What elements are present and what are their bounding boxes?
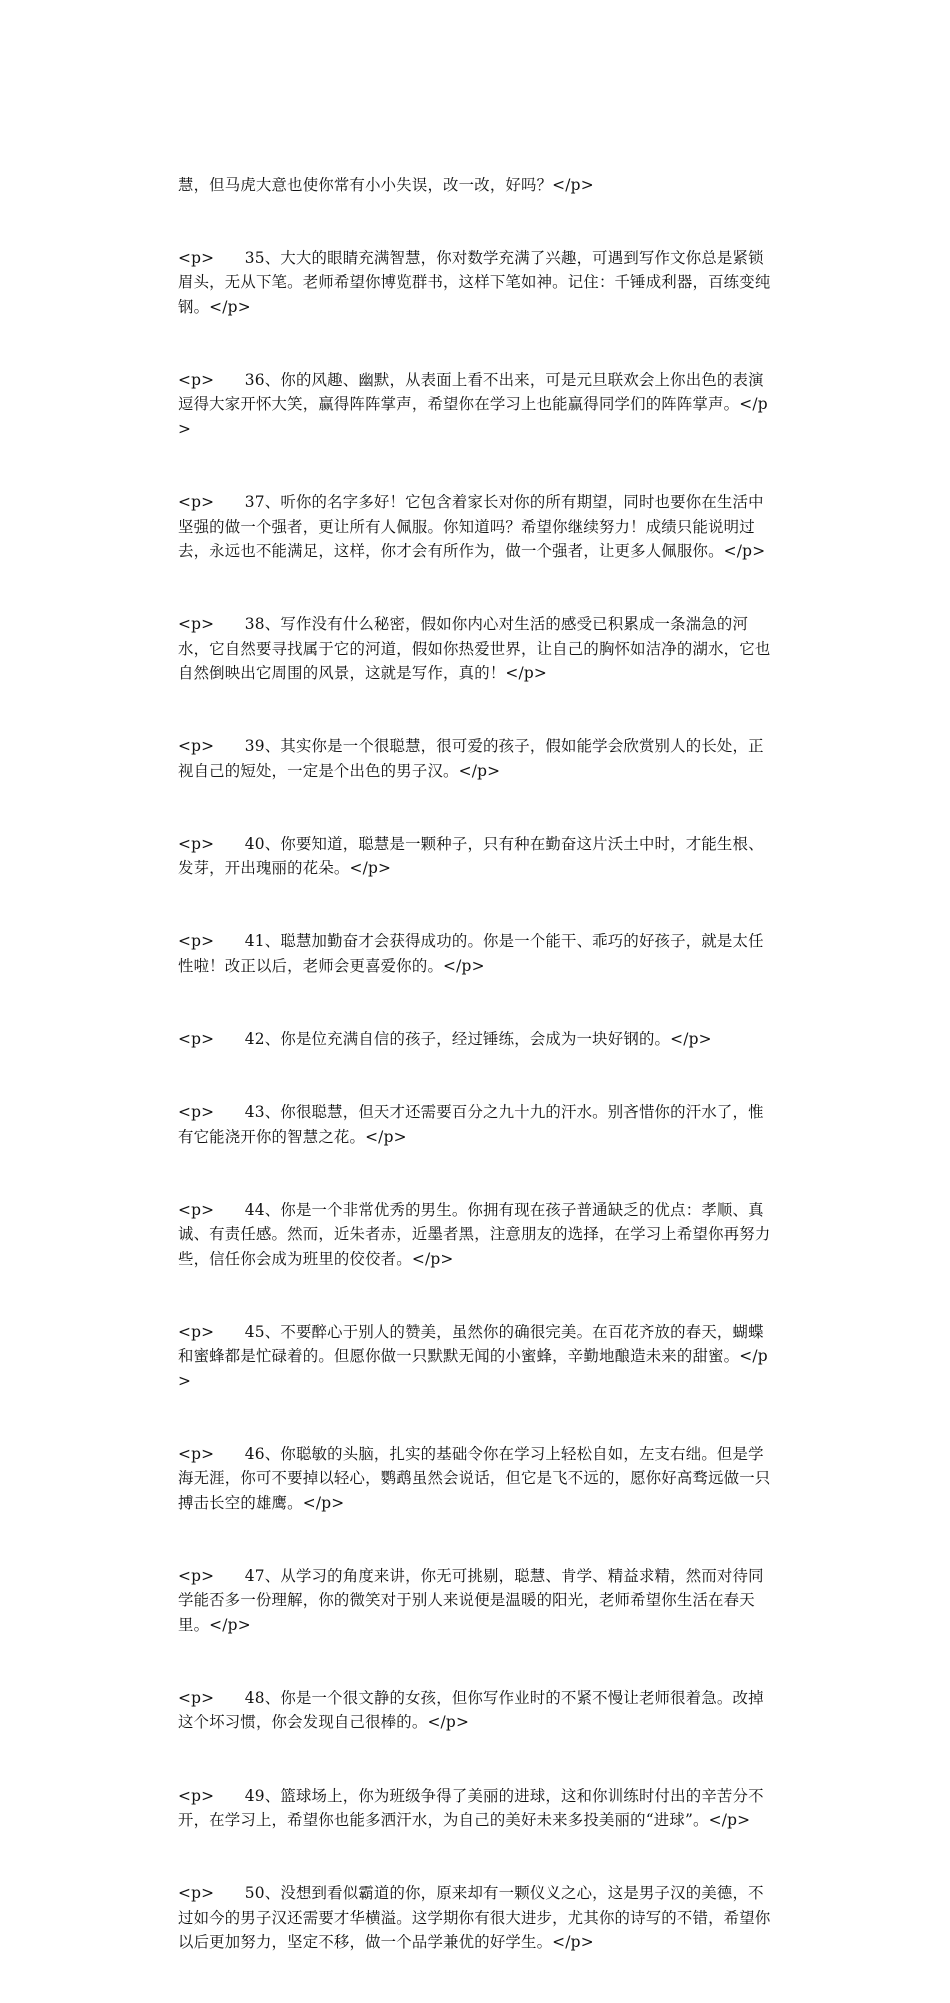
paragraph-35: <p> 35、大大的眼睛充满智慧，你对数学充满了兴趣，可遇到写作文你总是紧锁眉头，无从下笔。老师希望你博览群书，这样下笔如神。记住：千锤成利器，百练变纯钢。</p> <box>178 249 771 316</box>
paragraph-40: <p> 40、你要知道，聪慧是一颗种子，只有种在勤奋这片沃土中时，才能生根、发芽，开出瑰丽的花朵。</p> <box>178 834 764 878</box>
paragraph-50: <p> 50、没想到看似霸道的你，原来却有一颗仪义之心，这是男子汉的美德，不过如今的男子汉还需要才华横溢。这学期你有很大进步，尤其你的诗写的不错，希望你以后更加努力，坚定不移，做一个品学兼优的好学生。</p> <box>178 1884 771 1952</box>
paragraph-46: <p> 46、你聪敏的头脑，扎实的基础令你在学习上轻松自如，左支右绌。但是学海无涯，你可不要掉以轻心，鹦鹉虽然会说话，但它是飞不远的，愿你好高骛远做一只搏击长空的雄鹰。</p> <box>178 1444 771 1512</box>
paragraph-44: <p> 44、你是一个非常优秀的男生。你拥有现在孩子普通缺乏的优点：孝顺、真诚、有责任感。然而，近朱者赤，近墨者黑，注意朋友的选择，在学习上希望你再努力些，信任你会成为班里的佼佼者。</p> <box>178 1200 771 1268</box>
paragraph-43: <p> 43、你很聪慧，但天才还需要百分之九十九的汗水。别吝惜你的汗水了，惟有它能浇开你的智慧之花。</p> <box>178 1103 764 1146</box>
paragraph-37: <p> 37、听你的名字多好！它包含着家长对你的所有期望，同时也要你在生活中坚强的做一个强者，更让所有人佩服。你知道吗？希望你继续努力！成绩只能说明过去，永远也不能满足，这样，你才会有所作为，做一个强者，让更多人佩服你。</p> <box>178 493 766 560</box>
document-body <box>178 124 774 2003</box>
paragraph-49: <p> 49、篮球场上，你为班级争得了美丽的进球，这和你训练时付出的辛苦分不开，在学习上，希望你也能多洒汗水，为自己的美好未来多投美丽的“进球”。</p> <box>178 1786 764 1830</box>
paragraph-36: <p> 36、你的风趣、幽默，从表面上看不出来，可是元旦联欢会上你出色的表演逗得大家开怀大笑，赢得阵阵掌声，希望你在学习上也能赢得同学们的阵阵掌声。</p> <box>178 371 768 438</box>
paragraph-39: <p> 39、其实你是一个很聪慧，很可爱的孩子，假如能学会欣赏别人的长处，正视自己的短处，一定是个出色的男子汉。</p> <box>178 737 764 780</box>
paragraph-continuation: 慧，但马虎大意也使你常有小小失误，改一改，好吗？</p> <box>178 175 594 194</box>
paragraph-47: <p> 47、从学习的角度来讲，你无可挑剔，聪慧、肯学、精益求精，然而对待同学能否多一份理解，你的微笑对于别人来说便是温暖的阳光，老师希望你生活在春天里。</p> <box>178 1566 764 1634</box>
paragraph-45: <p> 45、不要醉心于别人的赞美，虽然你的确很完美。在百花齐放的春天，蝴蝶和蜜蜂都是忙碌着的。但愿你做一只默默无闻的小蜜蜂，辛勤地酿造未来的甜蜜。</p> <box>178 1322 768 1390</box>
paragraph-41: <p> 41、聪慧加勤奋才会获得成功的。你是一个能干、乖巧的好孩子，就是太任性啦！改正以后，老师会更喜爱你的。</p> <box>178 932 764 975</box>
paragraph-42: <p> 42、你是位充满自信的孩子，经过锤练，会成为一块好钢的。</p> <box>178 1030 712 1049</box>
paragraph-48: <p> 48、你是一个很文静的女孩，但你写作业时的不紧不慢让老师很着急。改掉这个坏习惯，你会发现自己很棒的。</p> <box>178 1689 764 1732</box>
paragraph-38: <p> 38、写作没有什么秘密，假如你内心对生活的感受已积累成一条湍急的河水，它自然要寻找属于它的河道，假如你热爱世界，让自己的胸怀如洁净的湖水，它也自然倒映出它周围的风景，这就是写作，真的！</p> <box>178 615 771 682</box>
